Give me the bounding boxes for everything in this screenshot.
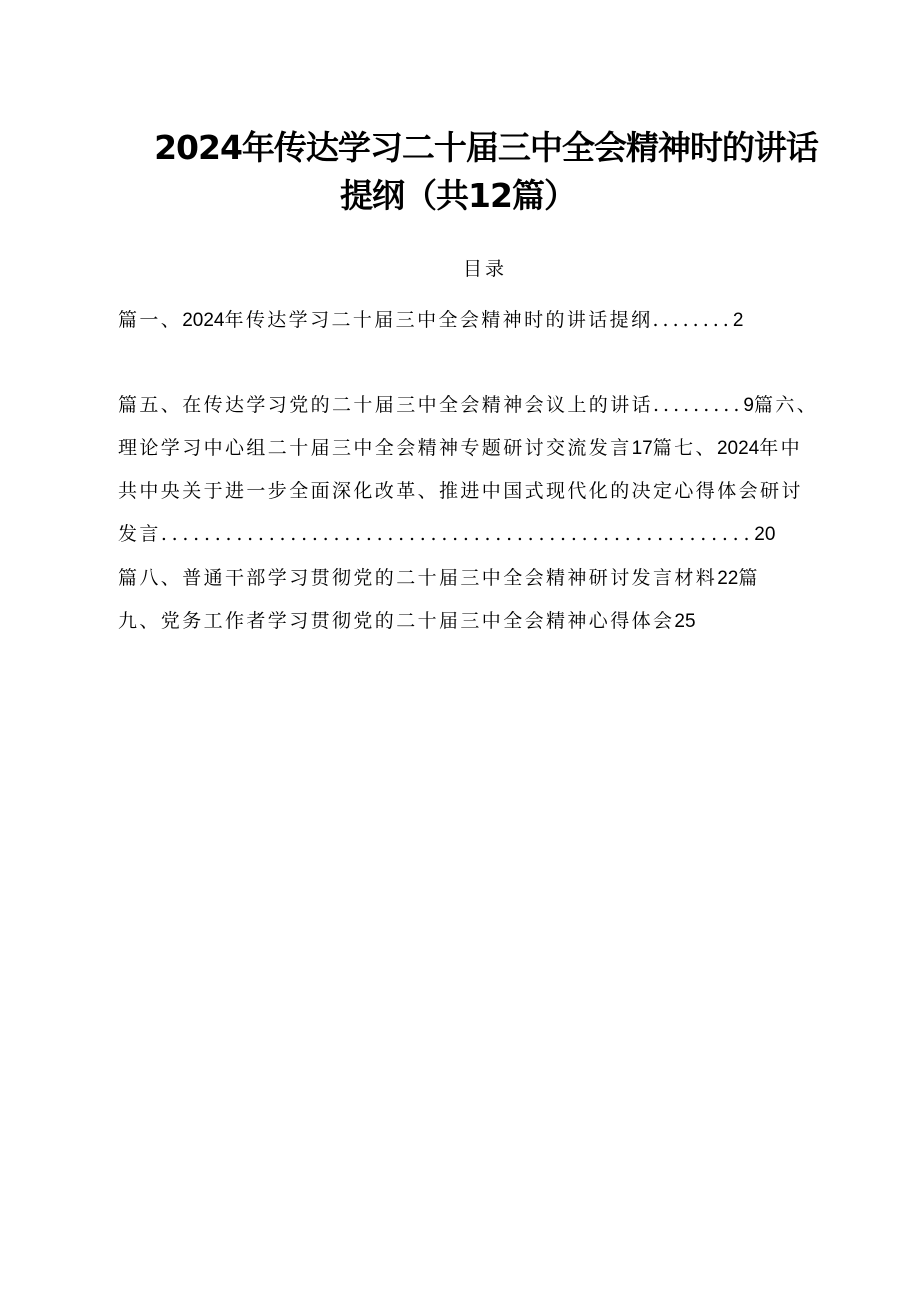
toc-entry-3 bbox=[118, 434, 852, 463]
toc-entry-1-title: 年传达学习二十届三中全会精神时的讲话提纲 bbox=[224, 309, 653, 331]
toc-entry-6-page: 22 bbox=[717, 568, 739, 589]
toc-entry-3-title: 理论学习中心组二十届三中全会精神专题研讨交流发言 bbox=[118, 437, 632, 459]
toc-entry-7 bbox=[118, 607, 852, 636]
toc-entry-1-leader: ........ bbox=[652, 309, 733, 331]
toc-entry-3-tail-year: 2024 bbox=[716, 438, 760, 459]
toc-entry-1 bbox=[118, 306, 852, 335]
toc-entry-4-title: 共中央关于进一步全面深化改革、推进中国式现代化的决定心得体会研讨 bbox=[118, 480, 803, 502]
toc-entry-5-title: 发言 bbox=[118, 523, 161, 545]
toc-entry-5-leader: ....................................................... bbox=[160, 523, 755, 545]
toc-entry-5 bbox=[118, 520, 852, 549]
toc-entry-6-title: 篇八、普通干部学习贯彻党的二十届三中全会精神研讨发言材料 bbox=[118, 567, 718, 589]
toc-entry-5-page: 20 bbox=[754, 524, 776, 545]
toc-entry-7-title: 九、党务工作者学习贯彻党的二十届三中全会精神心得体会 bbox=[118, 610, 675, 632]
toc-entry-1-prefix: 篇一、 bbox=[118, 309, 183, 331]
toc-heading: 目录 bbox=[462, 258, 507, 280]
toc-entry-1-year: 2024 bbox=[182, 310, 225, 331]
toc-entry-1-page: 2 bbox=[732, 310, 744, 331]
toc-entry-6 bbox=[118, 564, 852, 593]
toc-entry-2-leader: ......... bbox=[653, 394, 744, 416]
toc-entry-4 bbox=[118, 477, 852, 505]
toc-entry-2-tail: 篇六、 bbox=[753, 394, 819, 416]
toc-entry-3-page: 17 bbox=[631, 438, 653, 459]
document-title-line-1: 2024年传达学习二十届三中全会精神时的讲话 bbox=[154, 128, 818, 167]
toc-entry-2-page: 9 bbox=[743, 395, 754, 416]
toc-entry-3-tail-prefix: 篇七、 bbox=[652, 437, 717, 459]
toc-entry-7-page: 25 bbox=[674, 611, 696, 632]
toc-entry-3-tail-text: 年中 bbox=[759, 437, 803, 459]
document-title-line-2: 提纲（共12篇） bbox=[340, 176, 576, 215]
toc-entry-6-tail: 篇 bbox=[738, 567, 760, 589]
toc-entry-2-title: 篇五、在传达学习党的二十届三中全会精神会议上的讲话 bbox=[118, 394, 654, 416]
toc-entry-2 bbox=[118, 391, 852, 420]
